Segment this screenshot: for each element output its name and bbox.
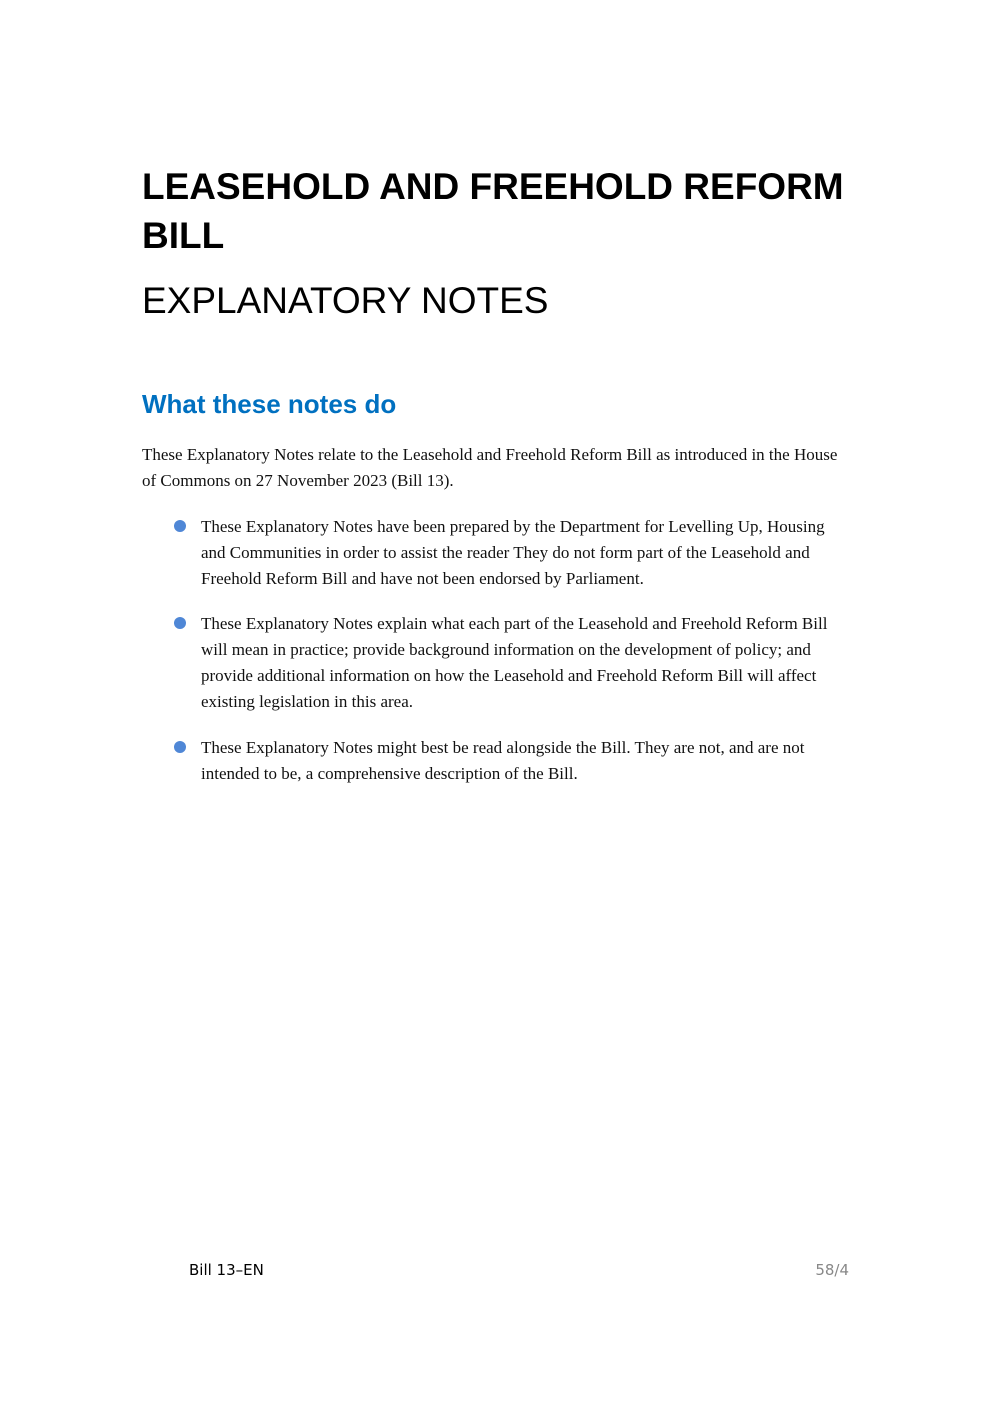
bullet-dot-icon: [174, 741, 186, 753]
text-line: of Commons on 27 November 2023 (Bill 13).: [142, 471, 454, 490]
text-line: will mean in practice; provide background information on the development of policy; and: [201, 640, 811, 659]
text-line: and Communities in order to assist the reader They do not form part of the Leasehold and: [201, 543, 810, 562]
text-line: These Explanatory Notes explain what each part of the Leasehold and Freehold Reform Bill: [201, 614, 828, 633]
text-line: Freehold Reform Bill and have not been endorsed by Parliament.: [201, 569, 644, 588]
footer-bill-reference: Bill 13–EN: [189, 1261, 264, 1279]
text-line: existing legislation in this area.: [201, 692, 413, 711]
document-title: [142, 162, 844, 260]
section-heading: What these notes do: [142, 389, 397, 419]
bullet-dot-icon: [174, 617, 186, 629]
text-line: These Explanatory Notes relate to the Leasehold and Freehold Reform Bill as introduced in the House: [142, 445, 838, 464]
text-line: provide additional information on how the Leasehold and Freehold Reform Bill will affect: [201, 666, 817, 685]
title-line: BILL: [142, 215, 225, 256]
text-line: These Explanatory Notes might best be read alongside the Bill. They are not, and are not: [201, 738, 805, 757]
text-line: These Explanatory Notes have been prepared by the Department for Levelling Up, Housing: [201, 517, 825, 536]
bullet-dot-icon: [174, 520, 186, 532]
document-subtitle: EXPLANATORY NOTES: [142, 280, 549, 321]
title-line: LEASEHOLD AND FREEHOLD REFORM: [142, 166, 844, 207]
text-line: intended to be, a comprehensive description of the Bill.: [201, 764, 578, 783]
footer-page-code: 58/4: [815, 1261, 849, 1279]
intro-paragraph: [142, 442, 837, 494]
